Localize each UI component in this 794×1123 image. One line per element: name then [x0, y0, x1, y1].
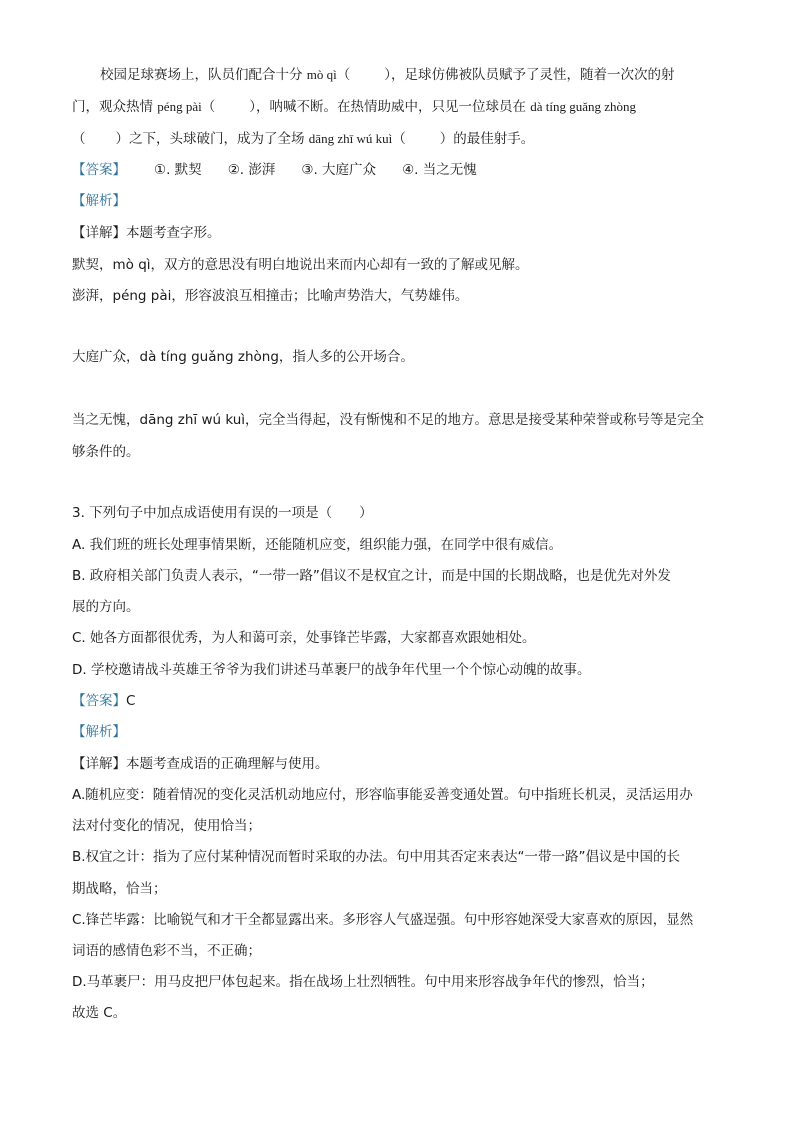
q3-answer-line	[72, 692, 135, 710]
answer-tag: 【答案】	[72, 693, 126, 709]
bracket-open: （	[336, 67, 351, 83]
detail-tag: 【详解】	[72, 225, 126, 241]
q2-item-datingguangzhong: 大庭广众，dà tíng guǎng zhòng，指人多的公开场合。	[72, 349, 414, 365]
bracket-open: （	[201, 99, 216, 115]
q3-explain-b-cont: 期战略，恰当；	[72, 881, 167, 897]
q2-item-pengpai: 澎湃，péng pài，形容波浪互相撞击；比喻声势浩大，气势雄伟。	[72, 288, 469, 304]
pinyin: dāng zhī wú kuì	[308, 131, 393, 146]
q2-item-dangzhiwukui: 当之无愧，dāng zhī wú kuì，完全当得起，没有惭愧和不足的地方。意思是接受某种荣誉或称号等是完全	[72, 412, 705, 428]
q2-stem-text: ）之下，头球破门，成为了全场	[115, 131, 309, 147]
q3-conclusion: 故选 C。	[72, 1005, 127, 1021]
q3-explain-c-cont: 词语的感情色彩不当，不正确；	[72, 943, 261, 959]
answer-value: C	[126, 693, 136, 709]
q3-explain-a-cont: 法对付变化的情况，使用恰当；	[72, 818, 261, 834]
q3-explain-b: B.权宜之计：指为了应付某种情况而暂时采取的办法。句中用其否定来表达“一带一路”倡议是中国的长	[72, 849, 681, 865]
q2-stem-text: 校园足球赛场上，队员们配合十分	[100, 67, 307, 83]
q2-detail-line	[72, 224, 221, 242]
answer-item: ①. 默契	[154, 162, 202, 178]
q3-option-a: A. 我们班的班长处理事情果断，还能随机应变，组织能力强，在同学中很有威信。	[72, 537, 563, 553]
bracket-open: （	[72, 131, 86, 147]
detail-intro: 本题考查字形。	[126, 225, 221, 241]
q2-answer-line	[72, 161, 503, 179]
pinyin: dà tíng guǎng zhòng	[530, 99, 637, 114]
q2-stem-line-1	[100, 66, 675, 84]
q2-stem-text: ），呐喊不断。在热情助威中，只见一位球员在	[249, 99, 531, 115]
q2-stem-text: ）的最佳射手。	[439, 131, 535, 147]
q3-option-d: D. 学校邀请战斗英雄王爷爷为我们讲述马革裹尸的战争年代里一个个惊心动魄的故事。	[72, 662, 591, 678]
bracket-open: （	[392, 131, 406, 147]
q2-item-dangzhiwukui-cont: 够条件的。	[72, 444, 140, 460]
answer-item: ④. 当之无愧	[402, 162, 477, 178]
q3-explain-d: D.马革裹尸：用马皮把尸体包起来。指在战场上壮烈牺牲。句中用来形容战争年代的惨烈，恰当；	[72, 974, 654, 990]
answer-item: ③. 大庭广众	[301, 162, 377, 178]
q3-detail-line	[72, 755, 329, 773]
pinyin: mò qì	[306, 67, 337, 82]
pinyin: péng pài	[157, 99, 202, 114]
answer-item: ②. 澎湃	[227, 162, 276, 178]
q2-stem-line-2	[72, 98, 636, 116]
q3-option-b-cont: 展的方向。	[72, 599, 140, 615]
detail-tag: 【详解】	[72, 756, 126, 772]
q3-stem: 3. 下列句子中加点成语使用有误的一项是（ ）	[72, 505, 373, 521]
q3-option-c: C. 她各方面都很优秀，为人和蔼可亲，处事锋芒毕露，大家都喜欢跟她相处。	[72, 630, 536, 646]
answer-tag: 【答案】	[72, 162, 126, 178]
q3-explain-a: A.随机应变：随着情况的变化灵活机动地应付，形容临事能妥善变通处置。句中指班长机灵，灵活运用办	[72, 787, 693, 803]
detail-intro: 本题考查成语的正确理解与使用。	[126, 756, 329, 772]
q3-option-b: B. 政府相关部门负责人表示，“一带一路”倡议不是权宜之计，而是中国的长期战略，也是优先对外发	[72, 568, 671, 584]
q2-stem-text: 门，观众热情	[72, 99, 158, 115]
q2-stem-text: ），足球仿佛被队员赋予了灵性，随着一次次的射	[384, 67, 675, 83]
q2-item-moqi: 默契，mò qì，双方的意思没有明白地说出来而内心却有一致的了解或见解。	[72, 257, 529, 273]
q3-analysis-tag: 【解析】	[72, 724, 126, 740]
q3-explain-c: C.锋芒毕露：比喻锐气和才干全都显露出来。多形容人气盛逞强。句中形容她深受大家喜欢的原因，显然	[72, 912, 694, 928]
q2-analysis-tag: 【解析】	[72, 193, 126, 209]
q2-stem-line-3	[72, 130, 534, 148]
